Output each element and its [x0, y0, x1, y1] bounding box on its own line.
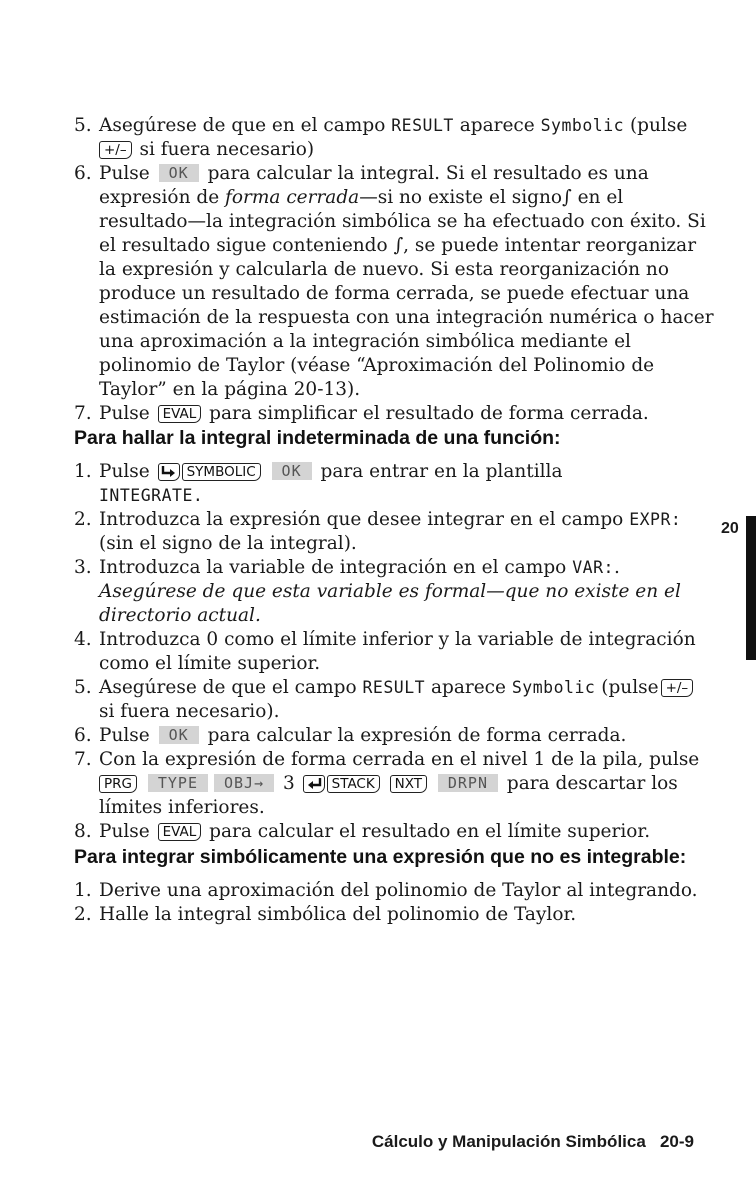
- list-item: 3. Introduzca la variable de integración en el campo VAR:. Asegúrese de que esta variable es formal—que no existe en el directorio actual.: [74, 557, 681, 626]
- list-item: 1. Pulse SYMBOLIC OK para entrar en la plantilla INTEGRATE.: [74, 461, 563, 505]
- left-shift-key[interactable]: [303, 775, 325, 793]
- list-item: 2. Halle la integral simbólica del polinomio de Taylor.: [74, 904, 577, 925]
- chapter-tab-bar: [746, 516, 756, 660]
- symbolic-key[interactable]: SYMBOLIC: [182, 463, 261, 481]
- type-softkey[interactable]: TYPE: [148, 774, 208, 792]
- list-item: 5. Asegúrese de que en el campo RESULT aparece Symbolic (pulse +/– si fuera necesario): [74, 115, 688, 160]
- field-name: VAR:: [572, 558, 614, 577]
- eval-key[interactable]: EVAL: [158, 823, 202, 841]
- plus-minus-key[interactable]: +/–: [99, 141, 132, 159]
- chapter-tab-number: 20: [721, 520, 739, 537]
- non-integrable-steps: [74, 879, 714, 927]
- obj-softkey[interactable]: OBJ→: [214, 774, 274, 792]
- top-step-list: [74, 114, 714, 426]
- eval-key[interactable]: EVAL: [158, 405, 202, 423]
- stack-key[interactable]: STACK: [327, 775, 380, 793]
- list-item: 6. Pulse OK para calcular la expresión de forma cerrada.: [74, 725, 627, 746]
- drpn-softkey[interactable]: DRPN: [438, 774, 498, 792]
- field-name: EXPR:: [629, 510, 682, 529]
- left-shift-key-icon: [306, 777, 322, 790]
- list-item: 6. Pulse OK para calcular la integral. Si el resultado es una expresión de forma cerrada—si no existe el signo∫ en el resultado—la integración simbólica se ha efectuado con éxito. Si el resultado sigue conteniendo ∫, se puede intentar reorganizar la expresión y calcularla de nuevo. Si esta reorganización no produce un resultado de forma cerrada, se puede efectuar una estimación de la respuesta con una integración numérica o hacer una aproximación a la integración simbólica mediante el polinomio de Taylor (véase “Aproximación del Polinomio de Taylor” en la página 20-13).: [74, 163, 714, 400]
- plus-minus-key[interactable]: +/–: [661, 679, 694, 697]
- field-name: RESULT: [391, 116, 454, 135]
- list-item: 7. Pulse EVAL para simplificar el resultado de forma cerrada.: [74, 403, 649, 424]
- page-footer: Cálculo y Manipulación Simbólica 20-9: [371, 1132, 694, 1151]
- list-item: 2. Introduzca la expresión que desee integrar en el campo EXPR: (sin el signo de la integral).: [74, 509, 682, 554]
- right-shift-key[interactable]: [158, 463, 180, 481]
- prg-key[interactable]: PRG: [99, 775, 137, 793]
- right-shift-key-icon: [161, 465, 177, 478]
- ok-softkey[interactable]: OK: [159, 164, 199, 182]
- field-value: Symbolic: [511, 678, 596, 697]
- section-heading-non-integrable: Para integrar simbólicamente una expresión que no es integrable:: [74, 846, 687, 868]
- section-heading-indefinite-integral: Para hallar la integral indeterminada de una función:: [74, 427, 561, 449]
- template-name: INTEGRATE.: [99, 486, 204, 505]
- list-item: 1. Derive una aproximación del polinomio de Taylor al integrando.: [74, 880, 698, 901]
- list-item: 8. Pulse EVAL para calcular el resultado en el límite superior.: [74, 821, 651, 842]
- ok-softkey[interactable]: OK: [159, 726, 199, 744]
- ok-softkey[interactable]: OK: [272, 462, 312, 480]
- list-item: 7. Con la expresión de forma cerrada en el nivel 1 de la pila, pulse PRG TYPE OBJ→ 3 STACK NXT DRPN para descartar los límites inferiores.: [74, 749, 700, 818]
- field-value: Symbolic: [540, 116, 625, 135]
- indefinite-integral-steps: [74, 460, 714, 844]
- nxt-key[interactable]: NXT: [390, 775, 427, 793]
- list-item: 5. Asegúrese de que el campo RESULT aparece Symbolic (pulse +/– si fuera necesario).: [74, 676, 714, 724]
- list-item: 4. Introduzca 0 como el límite inferior y la variable de integración como el límite superior.: [74, 629, 696, 674]
- field-name: RESULT: [362, 678, 426, 697]
